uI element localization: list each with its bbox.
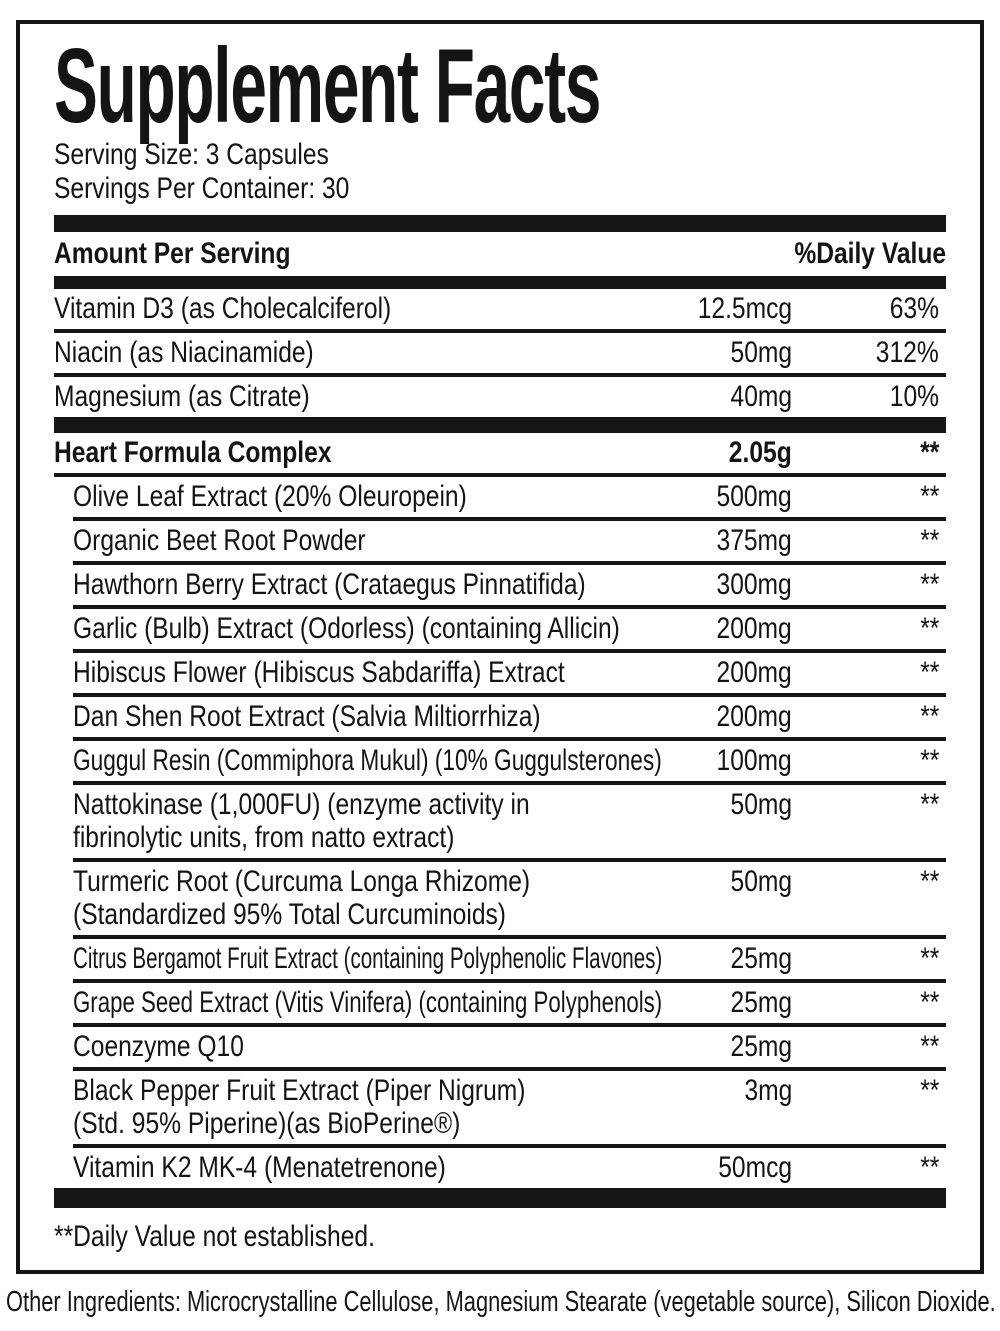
supplement-facts-label	[16, 20, 984, 1274]
ingredient-daily-value: **	[919, 524, 939, 557]
ingredient-name: Grape Seed Extract (Vitis Vinifera) (containing Polyphenols)	[73, 986, 663, 1019]
ingredient-name: Nattokinase (1,000FU) (enzyme activity in fibrinolytic units, from natto extract)	[73, 788, 530, 854]
ingredient-amount: 40mg	[730, 380, 792, 413]
ingredient-daily-value: **	[919, 700, 939, 733]
ingredient-daily-value: **	[919, 1151, 939, 1184]
ingredient-amount: 200mg	[716, 700, 792, 733]
serving-size: Serving Size: 3 Capsules	[54, 138, 329, 171]
ingredient-name: Magnesium (as Citrate)	[54, 380, 310, 413]
ingredient-amount: 50mg	[730, 865, 792, 898]
ingredient-name: Heart Formula Complex	[54, 436, 332, 469]
ingredient-name: Guggul Resin (Commiphora Mukul) (10% Guggulsterones)	[73, 744, 662, 777]
ingredient-daily-value: **	[919, 986, 939, 1019]
ingredient-daily-value: **	[919, 744, 939, 777]
ingredient-row	[73, 477, 946, 521]
ingredient-row	[73, 1071, 946, 1148]
ingredient-name: Citrus Bergamot Fruit Extract (containing Polyphenolic Flavones)	[73, 942, 663, 975]
ingredient-amount: 25mg	[730, 1030, 792, 1063]
ingredient-amount: 300mg	[716, 568, 792, 601]
ingredient-name: Garlic (Bulb) Extract (Odorless) (containing Allicin)	[73, 612, 620, 645]
ingredient-row	[73, 862, 946, 939]
ingredient-row	[73, 1027, 946, 1071]
ingredient-daily-value: **	[919, 480, 939, 513]
ingredient-amount: 50mcg	[718, 1151, 792, 1184]
ingredient-name: Organic Beet Root Powder	[73, 524, 366, 557]
ingredient-amount: 200mg	[716, 612, 792, 645]
ingredient-amount: 12.5mcg	[697, 292, 792, 325]
ingredient-name: Olive Leaf Extract (20% Oleuropein)	[73, 480, 467, 513]
ingredient-row	[54, 289, 946, 333]
ingredient-daily-value: **	[919, 612, 939, 645]
ingredient-amount: 50mg	[730, 336, 792, 369]
thick-divider-complex	[54, 417, 946, 433]
ingredient-row	[73, 1148, 946, 1188]
ingredient-row	[73, 983, 946, 1027]
ingredient-daily-value: **	[919, 568, 939, 601]
ingredient-row	[73, 609, 946, 653]
ingredient-name: Hibiscus Flower (Hibiscus Sabdariffa) Extract	[73, 656, 565, 689]
amount-per-serving-header: Amount Per Serving	[54, 237, 291, 270]
ingredient-row	[54, 433, 946, 477]
ingredient-amount: 25mg	[730, 942, 792, 975]
servings-per-container: Servings Per Container: 30	[54, 172, 350, 205]
ingredient-row	[73, 697, 946, 741]
ingredient-name: Coenzyme Q10	[73, 1030, 244, 1063]
ingredient-row	[54, 333, 946, 377]
daily-value-header: %Daily Value	[794, 237, 946, 270]
ingredient-name: Vitamin K2 MK-4 (Menatetrenone)	[73, 1151, 446, 1184]
table-header-row	[54, 232, 946, 276]
ingredient-amount: 3mg	[744, 1074, 792, 1107]
ingredient-amount: 375mg	[716, 524, 792, 557]
ingredient-row	[73, 565, 946, 609]
ingredient-row	[73, 653, 946, 697]
ingredient-amount: 500mg	[716, 480, 792, 513]
ingredient-row	[73, 939, 946, 983]
ingredient-daily-value: **	[919, 656, 939, 689]
other-ingredients: Other Ingredients: Microcrystalline Cellulose, Magnesium Stearate (vegetable source), Silicon Dioxide.	[6, 1286, 996, 1318]
ingredient-amount: 200mg	[716, 656, 792, 689]
ingredient-daily-value: 312%	[876, 336, 939, 369]
ingredient-amount: 50mg	[730, 788, 792, 821]
ingredient-daily-value: **	[919, 436, 939, 469]
thick-divider-bottom	[54, 1188, 946, 1208]
ingredient-row	[54, 377, 946, 417]
ingredient-row	[73, 521, 946, 565]
ingredient-daily-value: 10%	[889, 380, 939, 413]
heart-complex-table	[54, 433, 946, 1188]
thick-divider-top	[54, 215, 946, 232]
ingredient-daily-value: **	[919, 942, 939, 975]
daily-value-footnote: **Daily Value not established.	[54, 1220, 375, 1253]
ingredient-daily-value: **	[919, 1030, 939, 1063]
ingredient-name: Dan Shen Root Extract (Salvia Miltiorrhiza)	[73, 700, 541, 733]
ingredient-amount: 25mg	[730, 986, 792, 1019]
thick-divider-header	[54, 276, 946, 289]
ingredient-daily-value: **	[919, 788, 939, 821]
ingredient-amount: 100mg	[716, 744, 792, 777]
ingredient-row	[73, 741, 946, 785]
panel-title: Supplement Facts	[54, 27, 601, 145]
ingredient-name: Black Pepper Fruit Extract (Piper Nigrum) (Std. 95% Piperine)(as BioPerine®)	[73, 1074, 526, 1140]
ingredient-daily-value: **	[919, 865, 939, 898]
ingredient-name: Vitamin D3 (as Cholecalciferol)	[54, 292, 392, 325]
ingredient-name: Turmeric Root (Curcuma Longa Rhizome) (Standardized 95% Total Curcuminoids)	[73, 865, 531, 931]
ingredient-name: Hawthorn Berry Extract (Crataegus Pinnatifida)	[73, 568, 586, 601]
ingredient-amount: 2.05g	[729, 436, 792, 469]
vitamins-table	[54, 289, 946, 417]
ingredient-row	[73, 785, 946, 862]
ingredient-name: Niacin (as Niacinamide)	[54, 336, 314, 369]
ingredient-daily-value: **	[919, 1074, 939, 1107]
ingredient-daily-value: 63%	[889, 292, 939, 325]
